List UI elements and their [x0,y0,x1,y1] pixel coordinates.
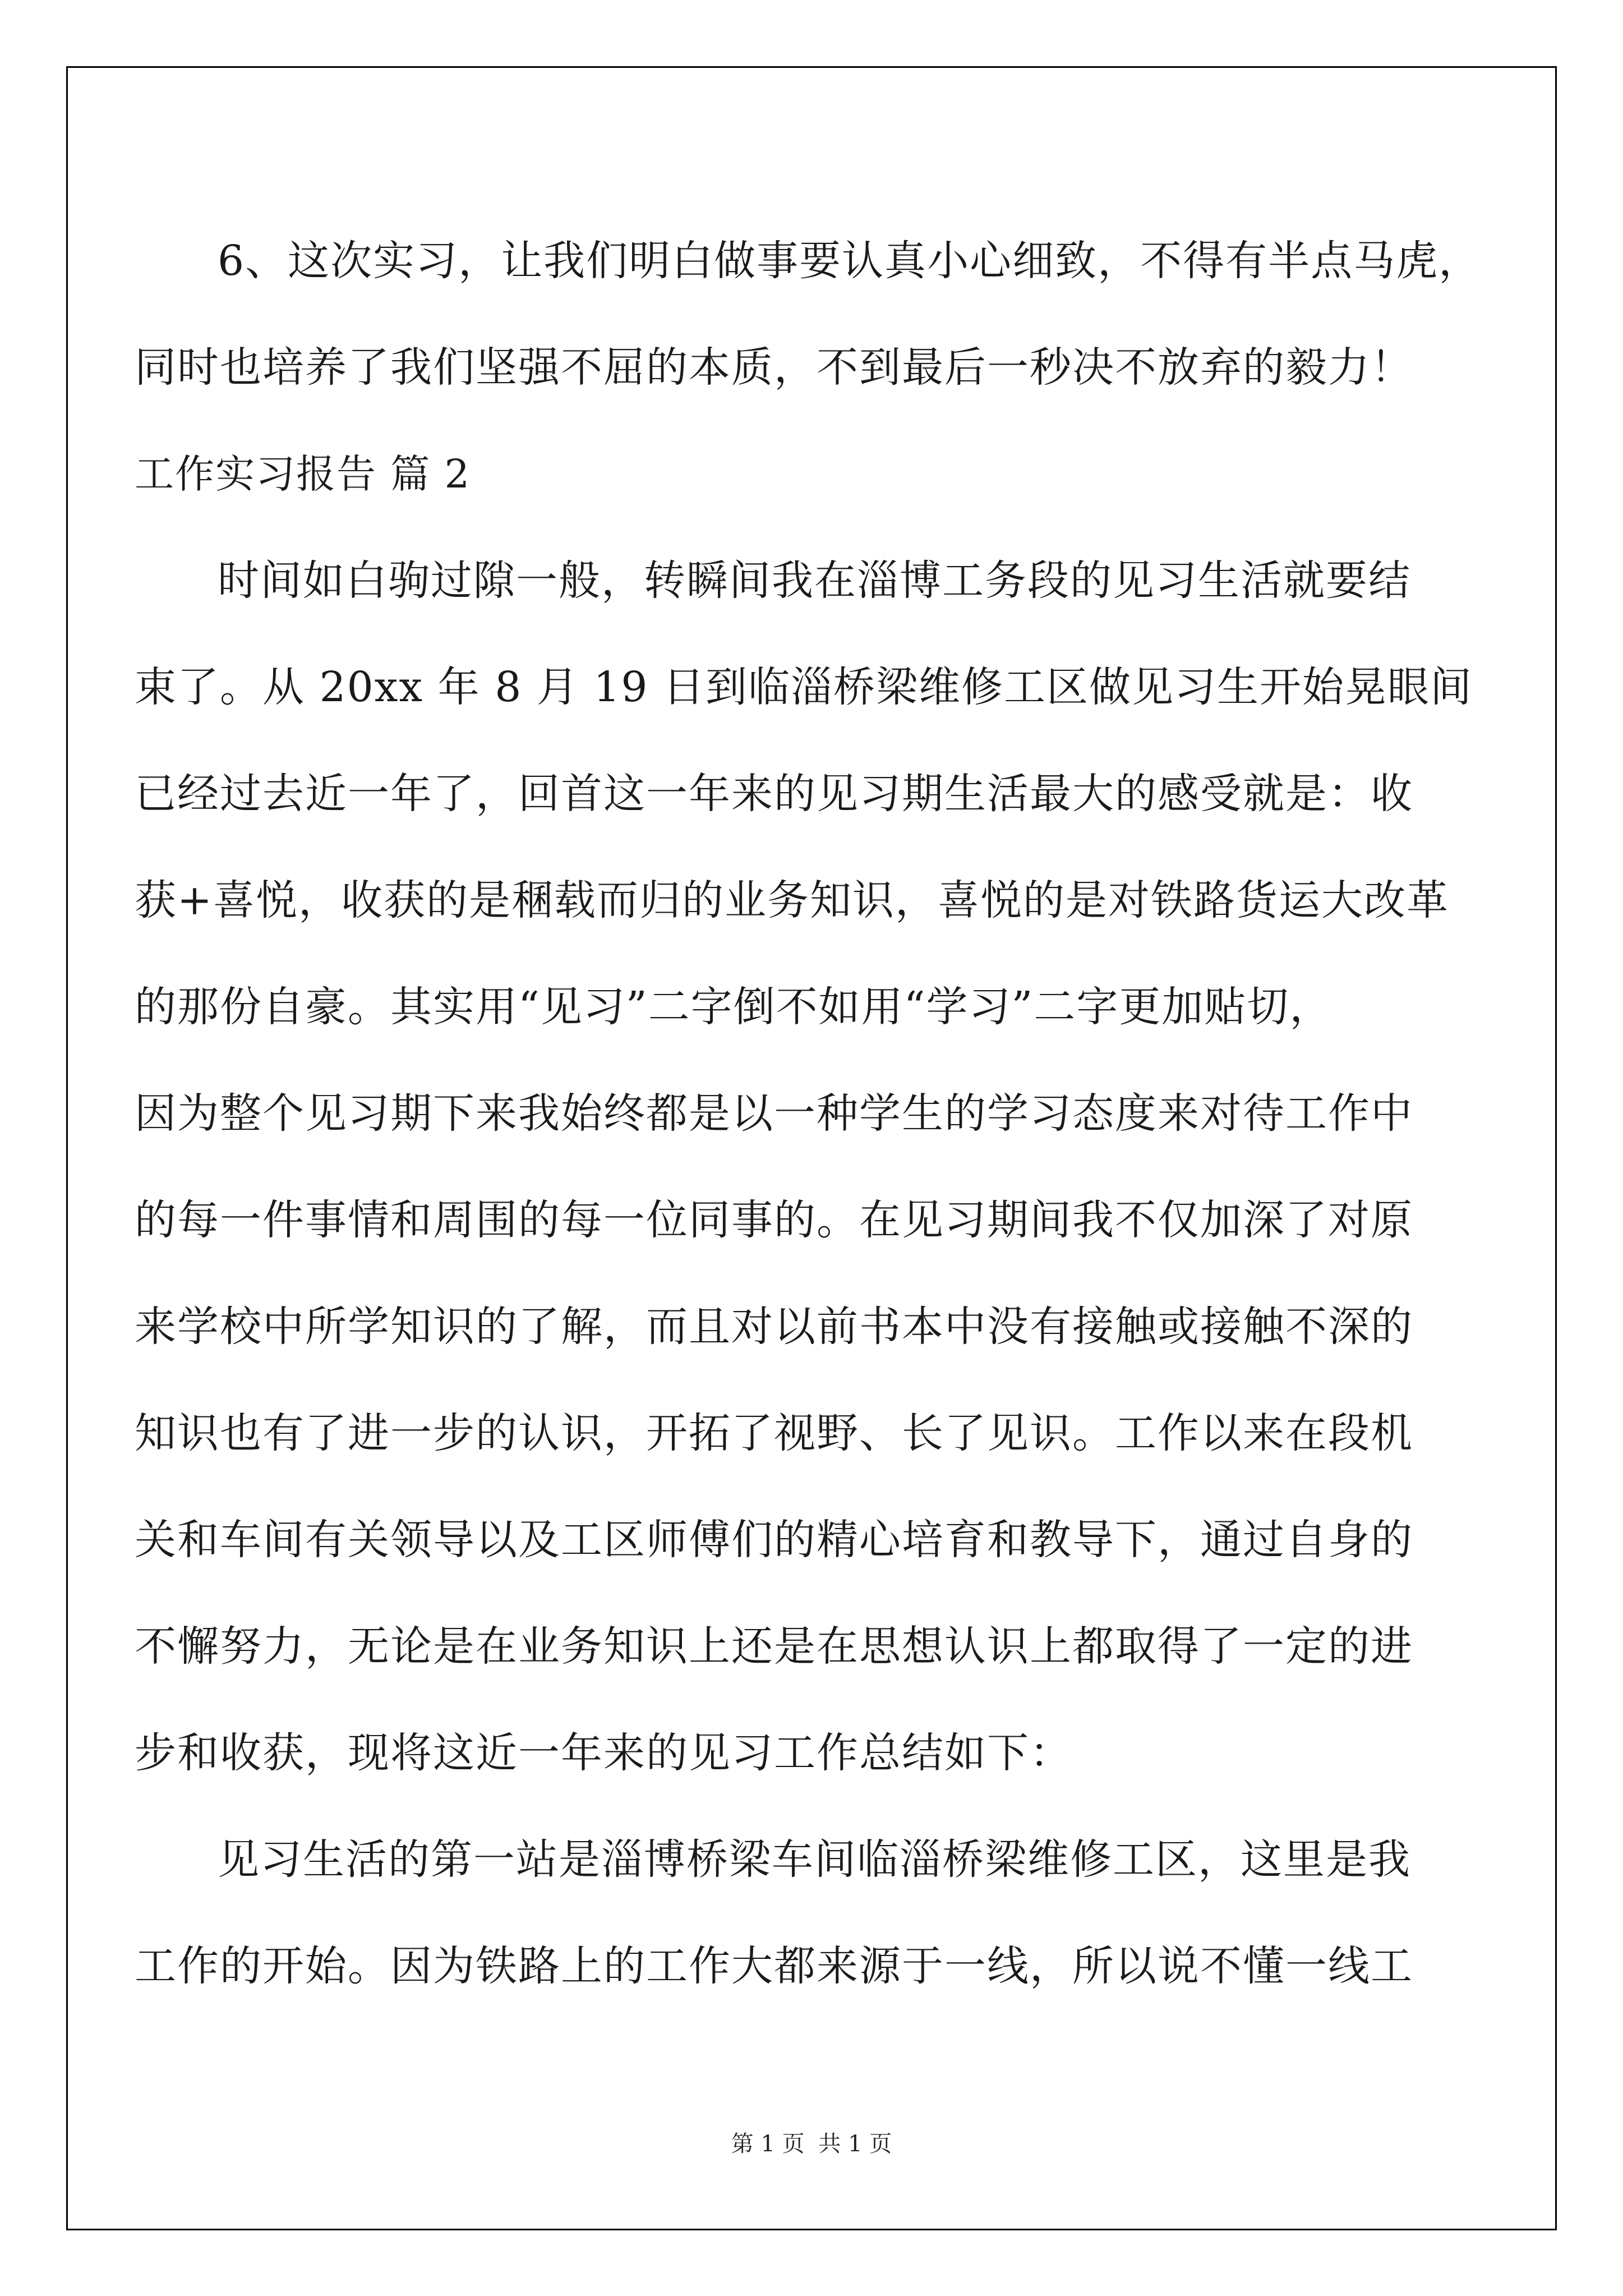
text-line-9: 因为整个见习期下来我始终都是以一种学生的学习态度来对待工作中 [135,1089,1413,1138]
text-line-8: 的那份自豪。其实用“见习”二字倒不如用“学习”二字更加贴切， [135,983,1332,1031]
page-footer [0,2126,1623,2158]
text-line-16: 见习生活的第一站是淄博桥梁车间临淄桥梁维修工区，这里是我 [218,1835,1411,1884]
text-line-1: 6、这次实习，让我们明白做事要认真小心细致，不得有半点马虎， [218,237,1482,285]
text-line-5: 束了。从 20xx 年 8 月 19 日到临淄桥梁维修工区做见习生开始晃眼间 [135,663,1473,711]
text-line-17: 工作的开始。因为铁路上的工作大都来源于一线，所以说不懂一线工 [135,1942,1413,1990]
page-total: 共 1 页 [818,2131,892,2157]
section-heading: 工作实习报告 篇 2 [135,451,471,497]
text-line-4: 时间如白驹过隙一般，转瞬间我在淄博工务段的见习生活就要结 [218,556,1411,605]
text-line-2: 同时也培养了我们坚强不屈的本质，不到最后一秒决不放弃的毅力！ [135,343,1413,392]
text-line-6: 已经过去近一年了，回首这一年来的见习期生活最大的感受就是：收 [135,770,1413,818]
page-number: 第 1 页 [731,2131,805,2157]
text-line-14: 不懈努力，无论是在业务知识上还是在思想认识上都取得了一定的进 [135,1622,1413,1671]
text-line-10: 的每一件事情和周围的每一位同事的。在见习期间我不仅加深了对原 [135,1196,1413,1244]
text-line-15: 步和收获，现将这近一年来的见习工作总结如下： [135,1729,1072,1777]
text-line-13: 关和车间有关领导以及工区师傅们的精心培育和教导下，通过自身的 [135,1516,1413,1564]
text-line-11: 来学校中所学知识的了解，而且对以前书本中没有接触或接触不深的 [135,1303,1413,1351]
text-line-7: 获+喜悦，收获的是稛载而归的业务知识，喜悦的是对铁路货运大改革 [135,876,1450,924]
text-line-12: 知识也有了进一步的认识，开拓了视野、长了见识。工作以来在段机 [135,1409,1413,1457]
